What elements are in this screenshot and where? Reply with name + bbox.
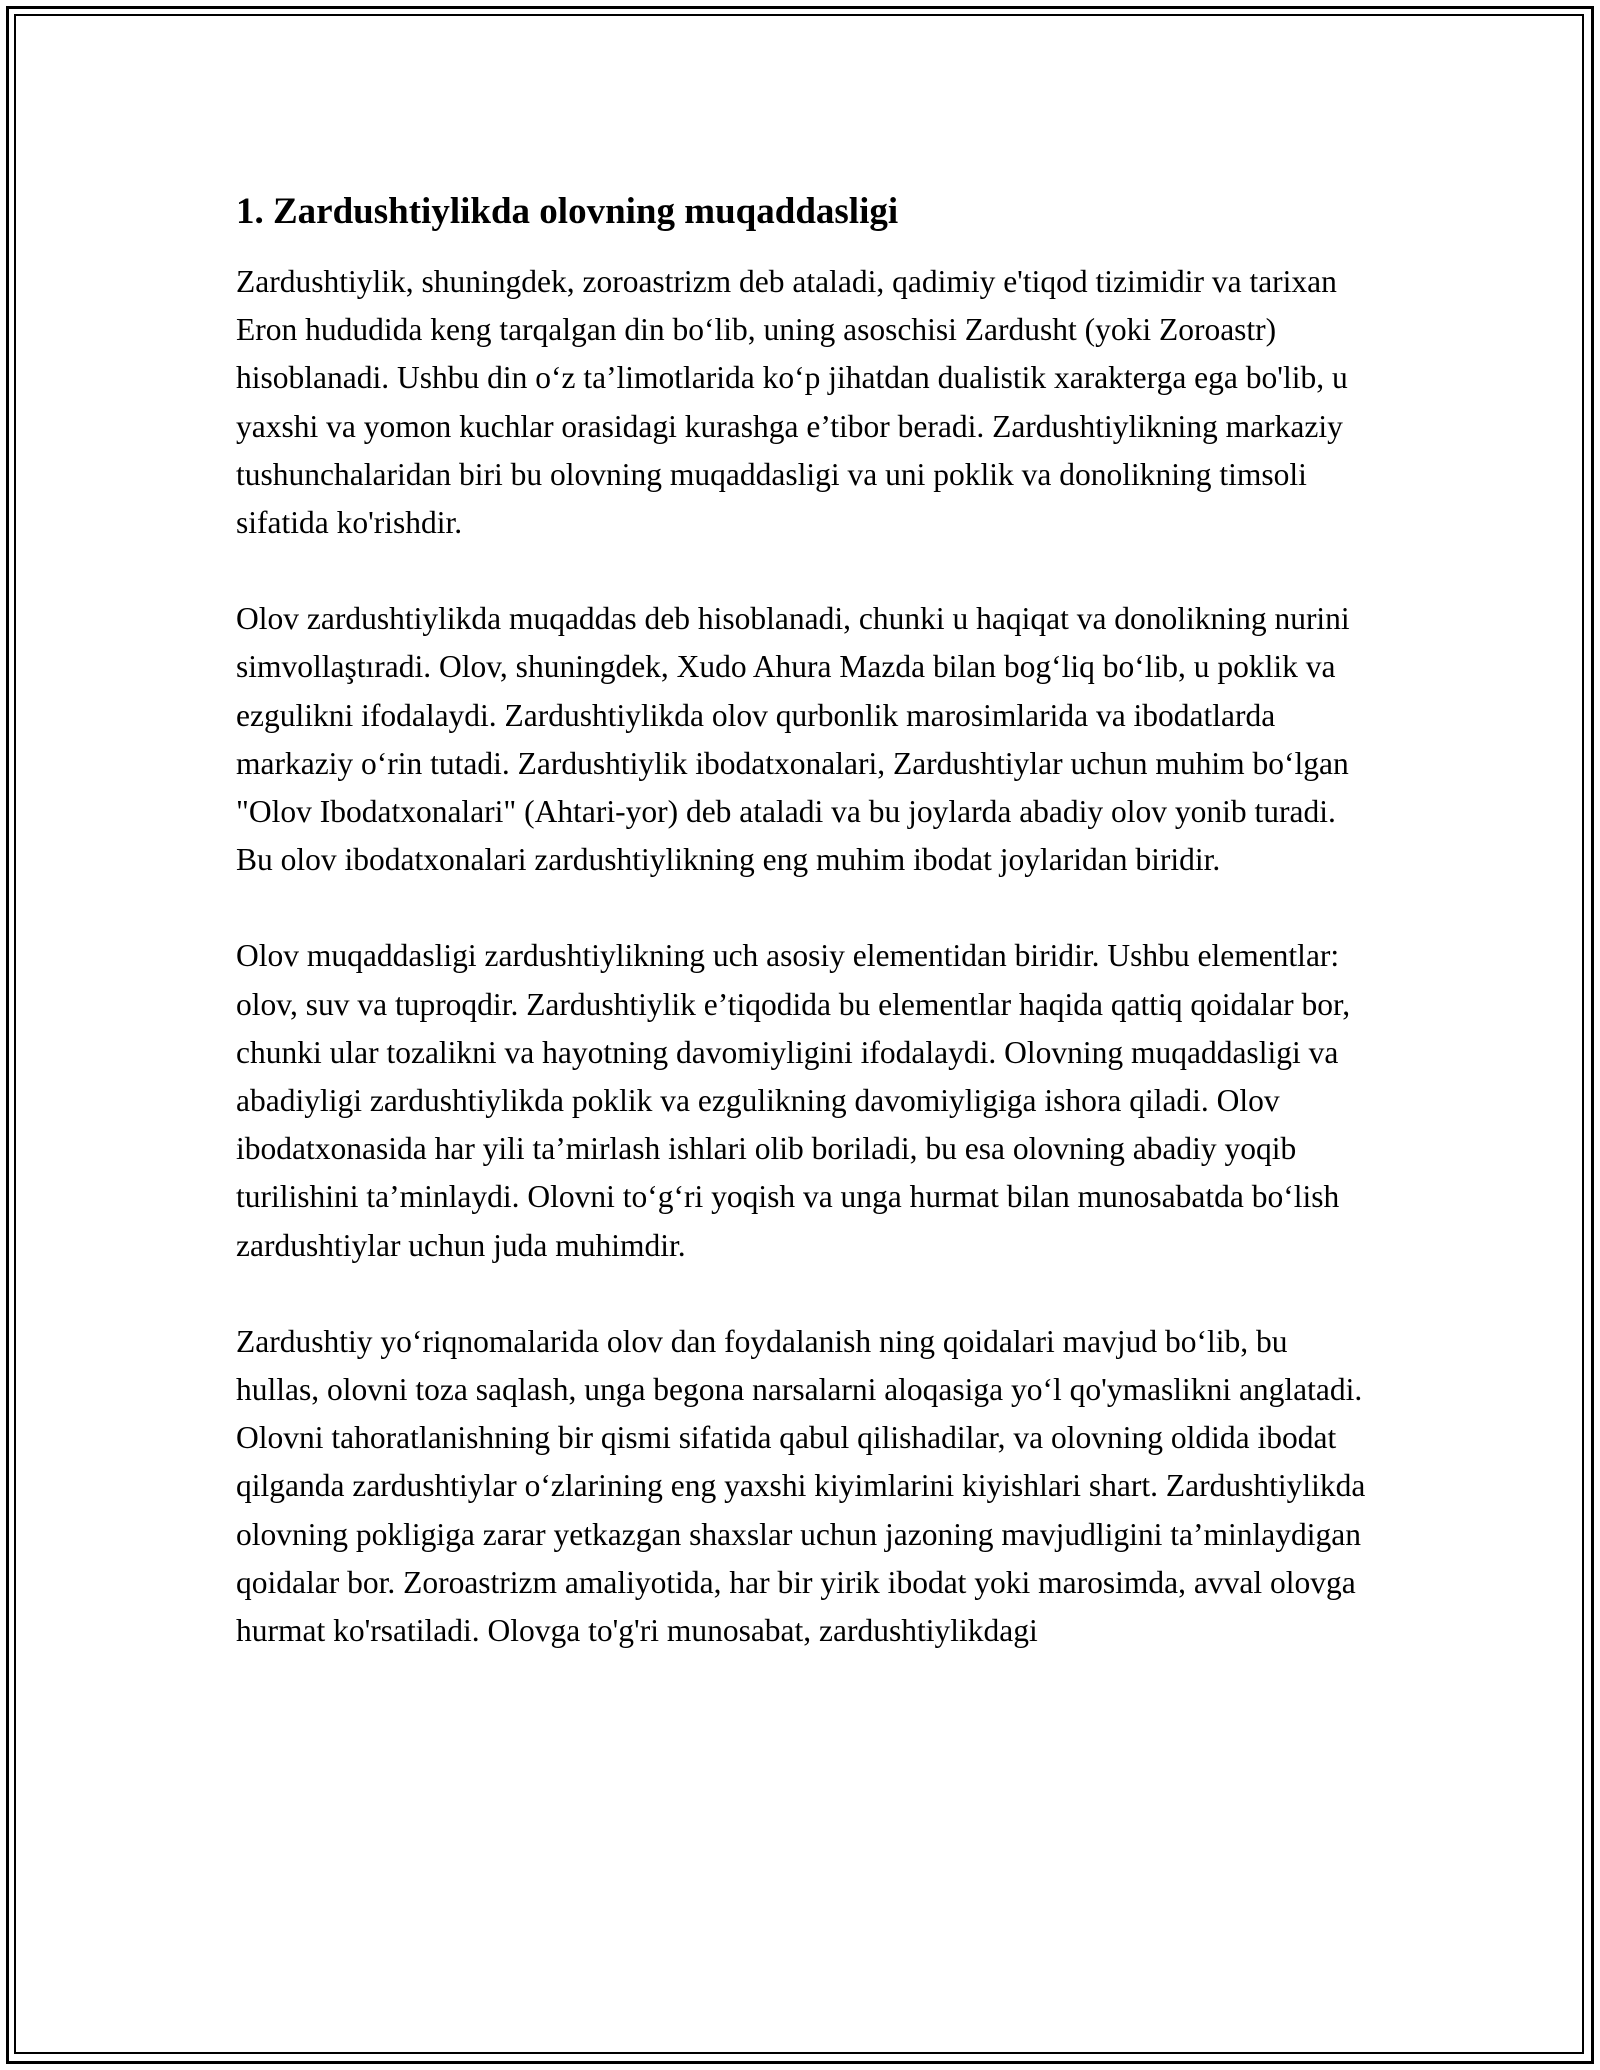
section-heading: 1. Zardushtiylikda olovning muqaddasligi xyxy=(236,191,899,232)
document-body xyxy=(236,188,1366,1703)
paragraph-2: Olov zardushtiylikda muqaddas deb hisoblanadi, chunki u haqiqat va donolikning nurini simvollaştıradi. Olov, shuningdek, Xudo Ahura Mazda bilan bog‘liq bo‘lib, u poklik va ezgulikni ifodalaydi. Zardushtiylikda olov qurbonlik marosimlarida va ibodatlarda markaziy o‘rin tutadi. Zardushtiylik ibodatxonalari, Zardushtiylar uchun muhim bo‘lgan "Olov Ibodatxonalari" (Ahtari-yor) deb ataladi va bu joylarda abadiy olov yonib turadi. Bu olov ibodatxonalari zardushtiylikning eng muhim ibodat joylaridan biridir. xyxy=(236,601,1350,878)
paragraph-1: Zardushtiylik, shuningdek, zoroastrizm deb ataladi, qadimiy e'tiqod tizimidir va tarixan Eron hududida keng tarqalgan din bo‘lib, uning asoschisi Zardusht (yoki Zoroastr) hisoblanadi. Ushbu din o‘z ta’limotlarida ko‘p jihatdan dualistik xarakterga ega bo'lib, u yaxshi va yomon kuchlar orasidagi kurashga e’tibor beradi. Zardushtiylikning markaziy tushunchalaridan biri bu olovning muqaddasligi va uni poklik va donolikning timsoli sifatida ko'rishdir. xyxy=(236,264,1348,541)
paragraph-3: Olov muqaddasligi zardushtiylikning uch asosiy elementidan biridir. Ushbu elementlar: olov, suv va tuproqdir. Zardushtiylik e’tiqodida bu elementlar haqida qattiq qoidalar bor, chunki ular tozalikni va hayotning davomiyligini ifodalaydi. Olovning muqaddasligi va abadiyligi zardushtiylikda poklik va ezgulikning davomiyligiga ishora qiladi. Olov ibodatxonasida har yili ta’mirlash ishlari olib boriladi, bu esa olovning abadiy yoqib turilishini ta’minlaydi. Olovni to‘g‘ri yoqish va unga hurmat bilan munosabatda bo‘lish zardushtiylar uchun juda muhimdir. xyxy=(236,938,1351,1263)
paragraph-4: Zardushtiy yo‘riqnomalarida olov dan foydalanish ning qoidalari mavjud bo‘lib, bu hullas, olovni toza saqlash, unga begona narsalarni aloqasiga yo‘l qo'ymaslikni anglatadi. Olovni tahoratlanishning bir qismi sifatida qabul qilishadilar, va olovning oldida ibodat qilganda zardushtiylar o‘zlarining eng yaxshi kiyimlarini kiyishlari shart. Zardushtiylikda olovning pokligiga zarar yetkazgan shaxslar uchun jazoning mavjudligini ta’minlaydigan qoidalar bor. Zoroastrizm amaliyotida, har bir yirik ibodat yoki marosimda, avval olovga hurmat ko'rsatiladi. Olovga to'g'ri munosabat, zardushtiylikdagi xyxy=(236,1323,1366,1649)
